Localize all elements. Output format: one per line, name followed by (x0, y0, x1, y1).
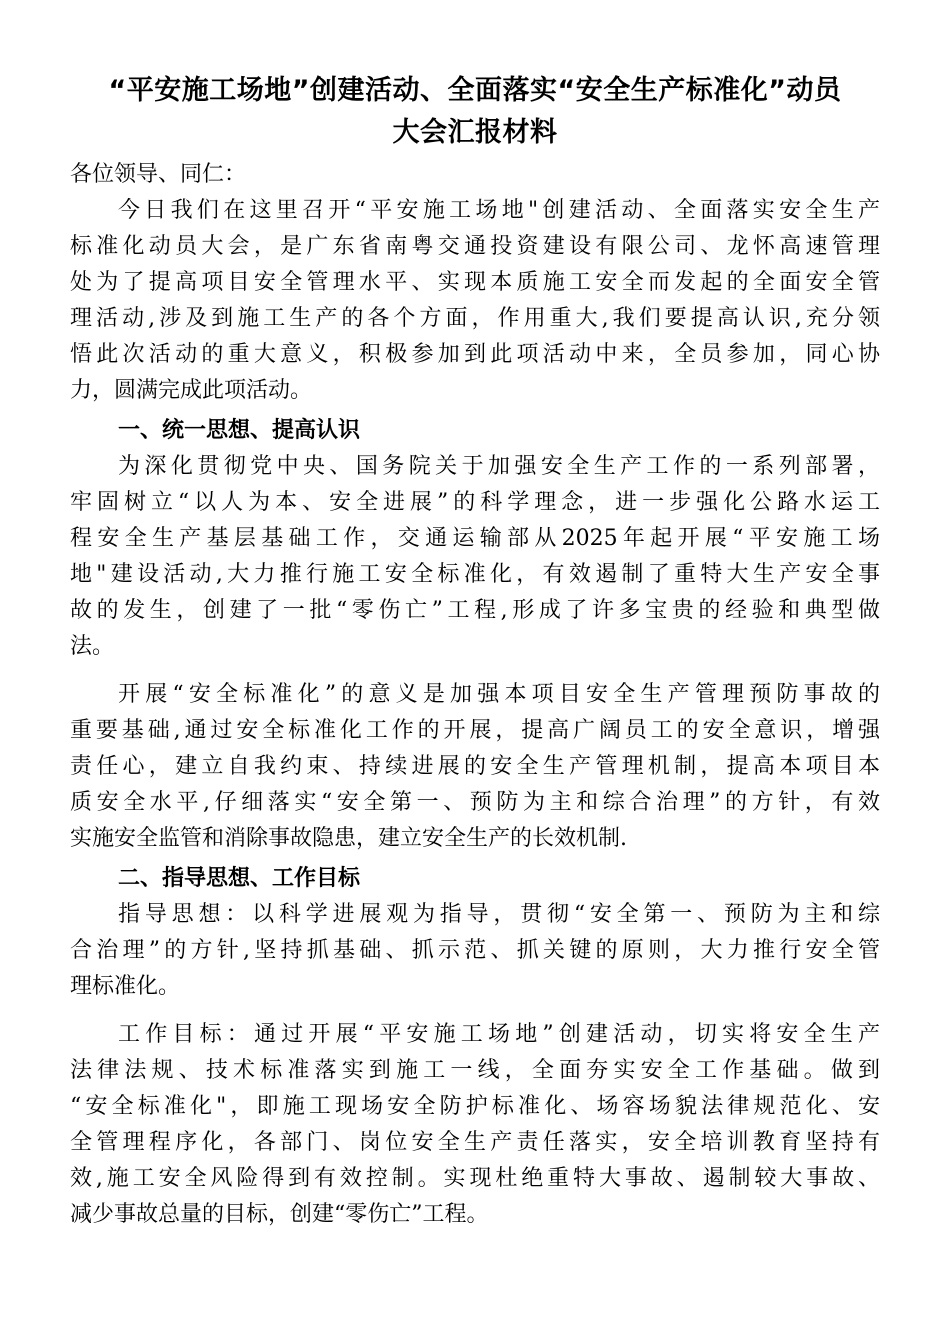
section1-paragraph-2 (70, 677, 880, 857)
text-line: 法。 (70, 634, 115, 659)
section2-paragraph-2 (70, 1017, 880, 1233)
text-line: 理标准化。 (70, 974, 181, 999)
section2-paragraph-1 (70, 897, 880, 1005)
section-heading-1: 一、统一思想、提高认识 (118, 418, 361, 443)
text-line: 标准化动员大会，是广东省南粤交通投资建设有限公司、龙怀高速管理 (70, 234, 880, 259)
text-line: 指导思想：以科学进展观为指导，贯彻“安全第一、预防为主和综 (118, 902, 880, 927)
text-line: 减少事故总量的目标，创建“零伤亡”工程。 (70, 1202, 489, 1227)
text-line: 今日我们在这里召开“平安施工场地"创建活动、全面落实安全生产 (118, 198, 880, 223)
intro-paragraph (70, 193, 880, 409)
title-line-1: “平安施工场地”创建活动、全面落实“安全生产标准化”动员 (108, 75, 842, 106)
text-line: 全管理程序化，各部门、岗位安全生产责任落实，安全培训教育坚持有 (70, 1130, 880, 1155)
text-line: 悟此次活动的重大意义，积极参加到此项活动中来，全员参加，同心协 (70, 342, 880, 367)
text-line: 故的发生，创建了一批“零伤亡”工程,形成了许多宝贵的经验和典型做 (70, 598, 880, 623)
text-line: “安全标准化"，即施工现场安全防护标准化、场容场貌法律规范化、安 (70, 1094, 880, 1119)
section-heading-2: 二、指导思想、工作目标 (118, 866, 361, 891)
text-line: 地"建设活动,大力推行施工安全标准化，有效遏制了重特大生产安全事 (70, 562, 880, 587)
text-line: 开展“安全标准化”的意义是加强本项目安全生产管理预防事故的 (118, 682, 880, 707)
text-line: 责任心，建立自我约束、持续进展的安全生产管理机制，提高本项目本 (70, 754, 880, 779)
text-line: 工作目标：通过开展“平安施工场地”创建活动，切实将安全生产 (118, 1022, 880, 1047)
text-line: 程安全生产基层基础工作，交通运输部从2025年起开展“平安施工场 (70, 526, 880, 551)
text-line: 合治理”的方针,坚持抓基础、抓示范、抓关键的原则，大力推行安全管 (70, 938, 880, 963)
document-title (70, 70, 880, 154)
text-line: 实施安全监管和消除事故隐患，建立安全生产的长效机制. (70, 826, 627, 851)
text-line: 力，圆满完成此项活动。 (70, 378, 313, 403)
text-line: 为深化贯彻党中央、国务院关于加强安全生产工作的一系列部署， (118, 454, 880, 479)
section1-paragraph-1 (70, 449, 880, 665)
text-line: 效,施工安全风险得到有效控制。实现杜绝重特大事故、遏制较大事故、 (70, 1166, 880, 1191)
text-line: 牢固树立“以人为本、安全进展”的科学理念，进一步强化公路水运工 (70, 490, 880, 515)
text-line: 质安全水平,仔细落实“安全第一、预防为主和综合治理”的方针，有效 (70, 790, 880, 815)
salutation: 各位领导、同仁： (70, 162, 247, 187)
text-line: 理活动,涉及到施工生产的各个方面，作用重大,我们要提高认识,充分领 (70, 306, 880, 331)
text-line: 重要基础,通过安全标准化工作的开展，提高广阔员工的安全意识，增强 (70, 718, 880, 743)
text-line: 处为了提高项目安全管理水平、实现本质施工安全而发起的全面安全管 (70, 270, 880, 295)
text-line: 法律法规、技术标准落实到施工一线，全面夯实安全工作基础。做到 (70, 1058, 880, 1083)
title-line-2: 大会汇报材料 (392, 117, 558, 148)
